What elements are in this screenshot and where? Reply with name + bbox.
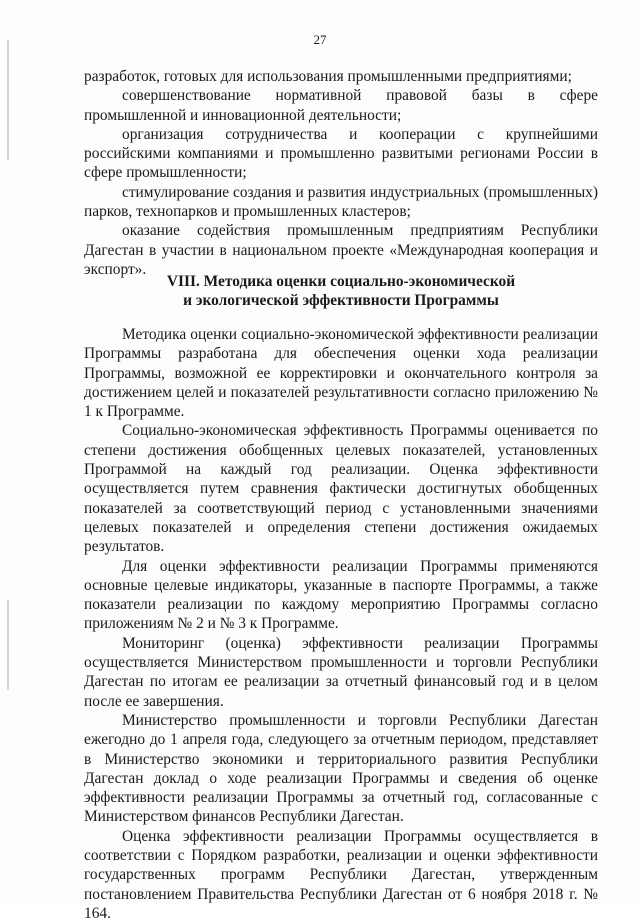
list-continuation [84, 67, 598, 279]
list-item: разработок, готовых для использования промышленными предприятиями; [84, 68, 572, 85]
list-item: оказание содействия промышленным предприятиям Республики Дагестан в участии в национальном проекте «Международная кооперация и экспорт». [84, 222, 598, 278]
list-item: совершенствование нормативной правовой базы в сфере промышленной и инновационной деятельности; [84, 87, 598, 124]
paragraph: Министерство промышленности и торговли Республики Дагестан ежегодно до 1 апреля года, следующего за отчетным периодом, представляет в Министерство экономики и территориального развития Республики Дагестан доклад о ходе реализации Программы и сведения об оценке эффективности реализации Программы за отчетный год, согласованные с Министерством финансов Республики Дагестан. [84, 711, 598, 826]
list-item: организация сотрудничества и кооперации с крупнейшими российскими компаниями и промышленно развитыми регионами России в сфере промышленности; [84, 125, 598, 182]
scan-edge-mark [7, 600, 9, 690]
section-heading-line: VIII. Методика оценки социально-экономической [166, 273, 516, 290]
section-heading [84, 272, 598, 311]
paragraph: Методика оценки социально-экономической эффективности реализации Программы разработана для обеспечения оценки хода реализации Программы, возможной ее корректировки и окончательного контроля за достижением целей и показателей результативности согласно приложению № 1 к Программе. [84, 326, 598, 421]
scan-edge-mark [7, 40, 9, 160]
section-heading-line: и экологической эффективности Программы [183, 292, 499, 310]
paragraph: Социально-экономическая эффективность Программы оценивается по степени достижения обобщенных целевых показателей, установленных Программой на каждый год реализации. Оценка эффективности осуществляется путем сравнения фактически достигнутых обобщенных показателей за соответствующий период с установленными значениями целевых показателей и определения степени достижения ожидаемых результатов. [84, 422, 598, 556]
paragraph: Для оценки эффективности реализации Программы применяются основные целевые индикаторы, указанные в паспорте Программы, а также показатели реализации по каждому мероприятию Программы согласно приложениям № 2 и № 3 к Программе. [84, 557, 598, 633]
page-number: 27 [313, 32, 327, 47]
list-item: стимулирование создания и развития индустриальных (промышленных) парков, технопарков и промышленных кластеров; [84, 183, 598, 221]
section-body [84, 325, 598, 923]
paragraph: Оценка эффективности реализации Программы осуществляется в соответствии с Порядком разработки, реализации и оценки эффективности государственных программ Республики Дагестан, утвержденным постановлением Правительства Республики Дагестан от 6 ноября 2018 г. № 164. [84, 827, 598, 922]
paragraph: Мониторинг (оценка) эффективности реализации Программы осуществляется Министерством промышленности и торговли Республики Дагестан по итогам ее реализации за отчетный финансовый год и в целом после ее завершения. [84, 634, 598, 710]
